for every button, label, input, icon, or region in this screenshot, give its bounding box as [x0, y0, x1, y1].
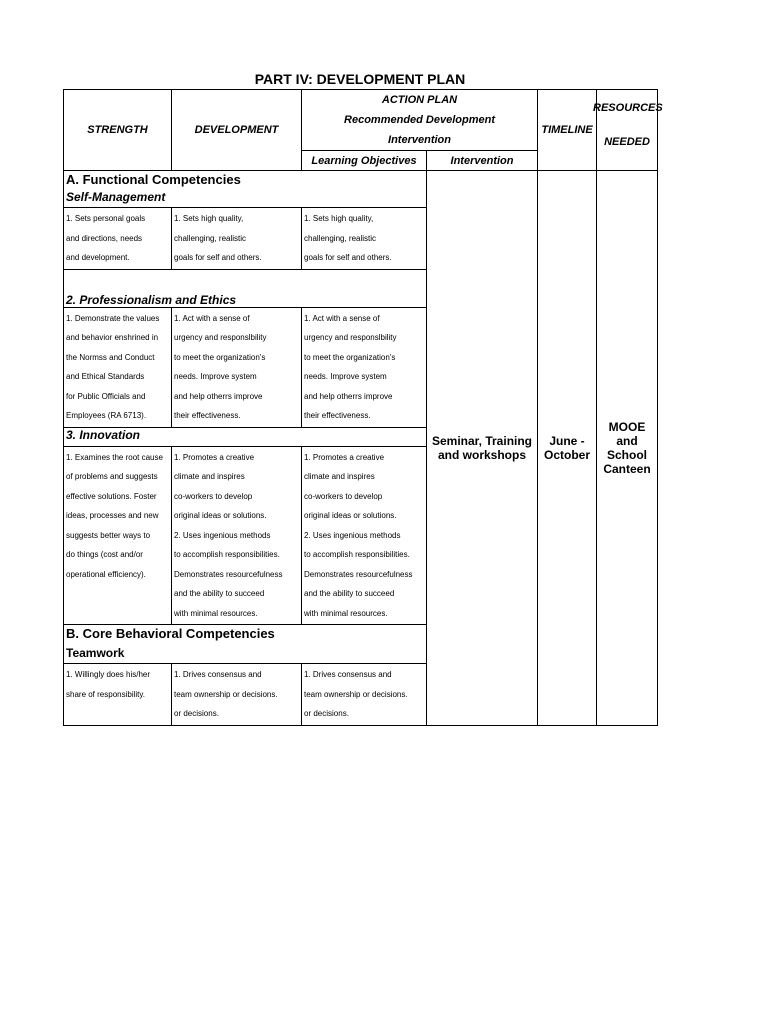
resources-header — [593, 90, 663, 171]
innovation-strength: 1. Examines the root cause of problems and suggests effective solutions. Foster ideas, processes and new suggests better ways to do things (cost and/or operational efficiency). — [64, 446, 172, 625]
innovation-development: 1. Promotes a creative climate and inspires co-workers to develop original ideas or solutions. 2. Uses ingenious methods to accomplish responsibilities. Demonstrates resourcefulness and the ability to succeed with minimal resources. — [172, 446, 302, 625]
self-management-development: 1. Sets high quality, challenging, realistic goals for self and others. — [172, 208, 302, 270]
teamwork-title: Teamwork — [64, 645, 427, 664]
professionalism-title: 2. Professionalism and Ethics — [64, 289, 427, 307]
teamwork-strength: 1. Willingly does his/her share of responsibility. — [64, 664, 172, 726]
page-title: PART IV: DEVELOPMENT PLAN — [254, 71, 466, 87]
resources-label: RESOURCES — [593, 102, 663, 114]
resources-value: MOOE and School Canteen — [597, 171, 658, 726]
innovation-learning: 1. Promotes a creative climate and inspires co-workers to develop original ideas or solutions. 2. Uses ingenious methods to accomplish responsibilities. Demonstrates resourcefulness and the ability to succeed with minimal resources. — [302, 446, 427, 625]
needed-label: NEEDED — [604, 136, 650, 148]
self-management-strength: 1. Sets personal goals and directions, needs and development. — [64, 208, 172, 270]
development-header: DEVELOPMENT — [172, 90, 302, 171]
spacer-row — [64, 269, 427, 289]
recommended-label: Recommended Development — [344, 114, 495, 126]
professionalism-strength: 1. Demonstrate the values and behavior enshrined in the Normss and Conduct and Ethical Standards for Public Officials and Employees (RA 6713). — [64, 307, 172, 427]
innovation-title: 3. Innovation — [64, 427, 427, 446]
timeline-header: TIMELINE — [538, 90, 597, 171]
learning-objectives-header: Learning Objectives — [302, 151, 427, 171]
action-plan-header — [302, 90, 538, 151]
section-functional-competencies: A. Functional Competencies — [64, 171, 427, 190]
action-plan-label: ACTION PLAN — [381, 94, 458, 106]
section-core-behavioral: B. Core Behavioral Competencies — [64, 625, 427, 645]
teamwork-development: 1. Drives consensus and team ownership or decisions. or decisions. — [172, 664, 302, 726]
professionalism-development: 1. Act with a sense of urgency and responslbility to meet the organization's needs. Improve system and help otherrs improve their effectiveness. — [172, 307, 302, 427]
self-management-title: Self-Management — [64, 190, 427, 208]
intervention-value: Seminar, Training and workshops — [427, 171, 538, 726]
timeline-value: June - October — [538, 171, 597, 726]
intervention-header: Intervention — [427, 151, 538, 171]
intervention-head-label: Intervention — [388, 134, 451, 146]
self-management-learning: 1. Sets high quality, challenging, realistic goals for self and others. — [302, 208, 427, 270]
strength-header: STRENGTH — [64, 90, 172, 171]
teamwork-learning: 1. Drives consensus and team ownership or decisions. or decisions. — [302, 664, 427, 726]
development-plan-table — [63, 89, 663, 726]
professionalism-learning: 1. Act with a sense of urgency and responslbility to meet the organization's needs. Improve system and help otherrs improve their effectiveness. — [302, 307, 427, 427]
